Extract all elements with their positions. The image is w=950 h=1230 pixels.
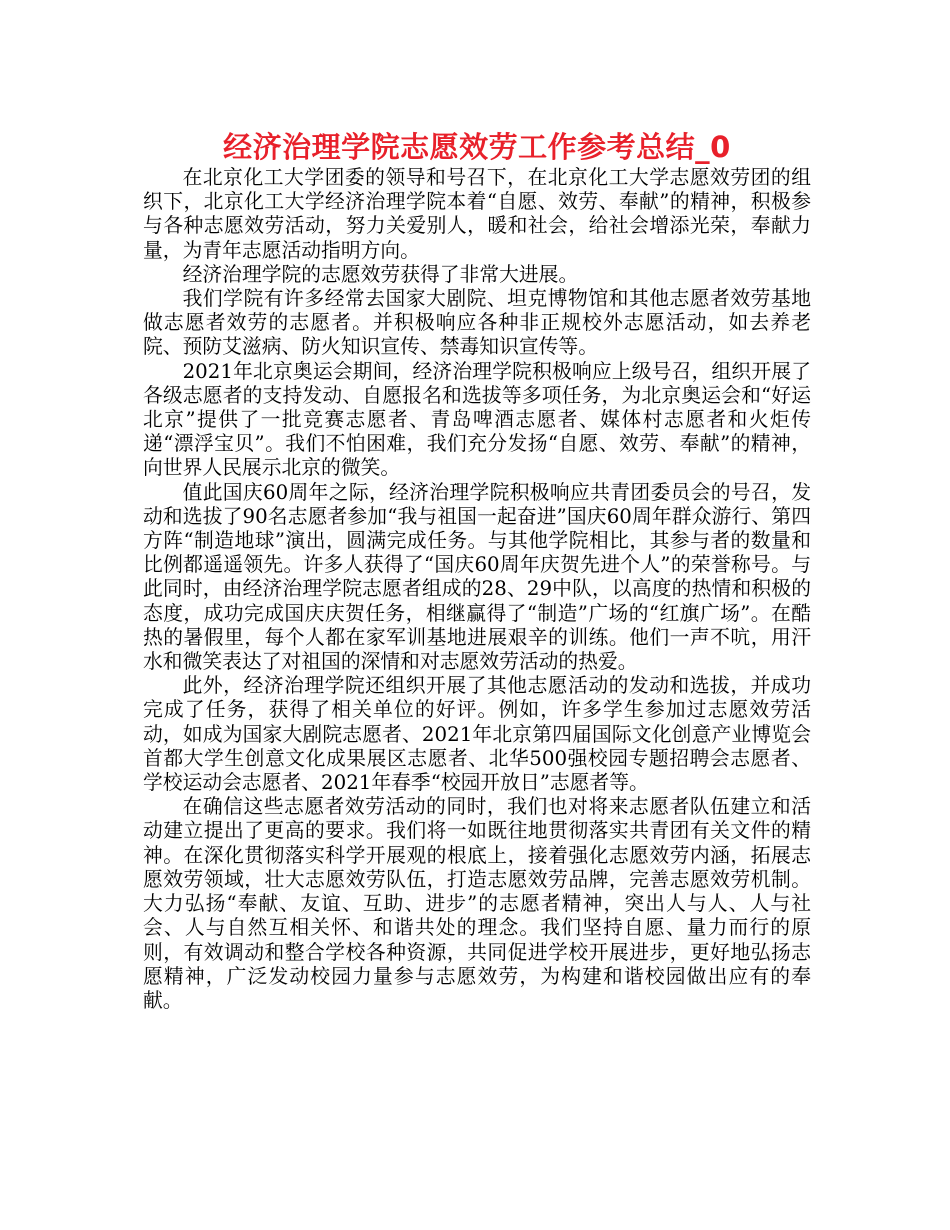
paragraph-volunteer-bases: 我们学院有许多经常去国家大剧院、坦克博物馆和其他志愿者效劳基地做志愿者效劳的志愿者。并积极响应各种非正规校外志愿活动，如去养老院、预防艾滋病、防火知识宣传、禁毒知识宣传等。 — [143, 287, 811, 359]
paragraph-intro: 在北京化工大学团委的领导和号召下，在北京化工大学志愿效劳团的组织下，北京化工大学经济治理学院本着“自愿、效劳、奉献”的精神，积极参与各种志愿效劳活动，努力关爱别人，暖和社会，给社会增添光荣，奉献力量，为青年志愿活动指明方向。 — [143, 166, 811, 262]
document-body — [143, 166, 811, 1013]
paragraph-progress: 经济治理学院的志愿效劳获得了非常大进展。 — [182, 262, 579, 286]
paragraph-national-day: 值此国庆60周年之际，经济治理学院积极响应共青团委员会的号召，发动和选拔了90名志愿者参加“我与祖国一起奋进”国庆60周年群众游行、第四方阵“制造地球”演出，圆满完成任务。与其他学院相比，其参与者的数量和比例都遥遥领先。许多人获得了“国庆60周年庆贺先进个人”的荣誉称号。与此同时，由经济治理学院志愿者组成的28、29中队，以高度的热情和积极的态度，成功完成国庆庆贺任务，相继赢得了“制造”广场的“红旗广场”。在酷热的暑假里，每个人都在家军训基地进展艰辛的训练。他们一声不吭，用汗水和微笑表达了对祖国的深情和对志愿效劳活动的热爱。 — [143, 480, 811, 674]
document-title: 经济治理学院志愿效劳工作参考总结_0 — [223, 130, 731, 164]
document-page — [143, 128, 811, 1013]
paragraph-future-plans: 在确信这些志愿者效劳活动的同时，我们也对将来志愿者队伍建立和活动建立提出了更高的要求。我们将一如既往地贯彻落实共青团有关文件的精神。在深化贯彻落实科学开展观的根底上，接着强化志愿效劳内涵，拓展志愿效劳领域，壮大志愿效劳队伍，打造志愿效劳品牌，完善志愿效劳机制。大力弘扬“奉献、友谊、互助、进步”的志愿者精神，突出人与人、人与社会、人与自然互相关怀、和谐共处的理念。我们坚持自愿、量力而行的原则，有效调动和整合学校各种资源，共同促进学校开展进步，更好地弘扬志愿精神，广泛发动校园力量参与志愿效劳，为构建和谐校园做出应有的奉献。 — [143, 795, 811, 1012]
paragraph-olympics: 2021年北京奥运会期间，经济治理学院积极响应上级号召，组织开展了各级志愿者的支持发动、自愿报名和选拔等多项任务，为北京奥运会和“好运北京”提供了一批竞赛志愿者、青岛啤酒志愿者、媒体村志愿者和火炬传递“漂浮宝贝”。我们不怕困难，我们充分发扬“自愿、效劳、奉献”的精神，向世界人民展示北京的微笑。 — [143, 359, 811, 480]
paragraph-other-activities: 此外，经济治理学院还组织开展了其他志愿活动的发动和选拔，并成功完成了任务，获得了相关单位的好评。例如，许多学生参加过志愿效劳活动，如成为国家大剧院志愿者、2021年北京第四届国际文化创意产业博览会首都大学生创意文化成果展区志愿者、北华500强校园专题招聘会志愿者、学校运动会志愿者、2021年春季“校园开放日”志愿者等。 — [143, 674, 811, 795]
